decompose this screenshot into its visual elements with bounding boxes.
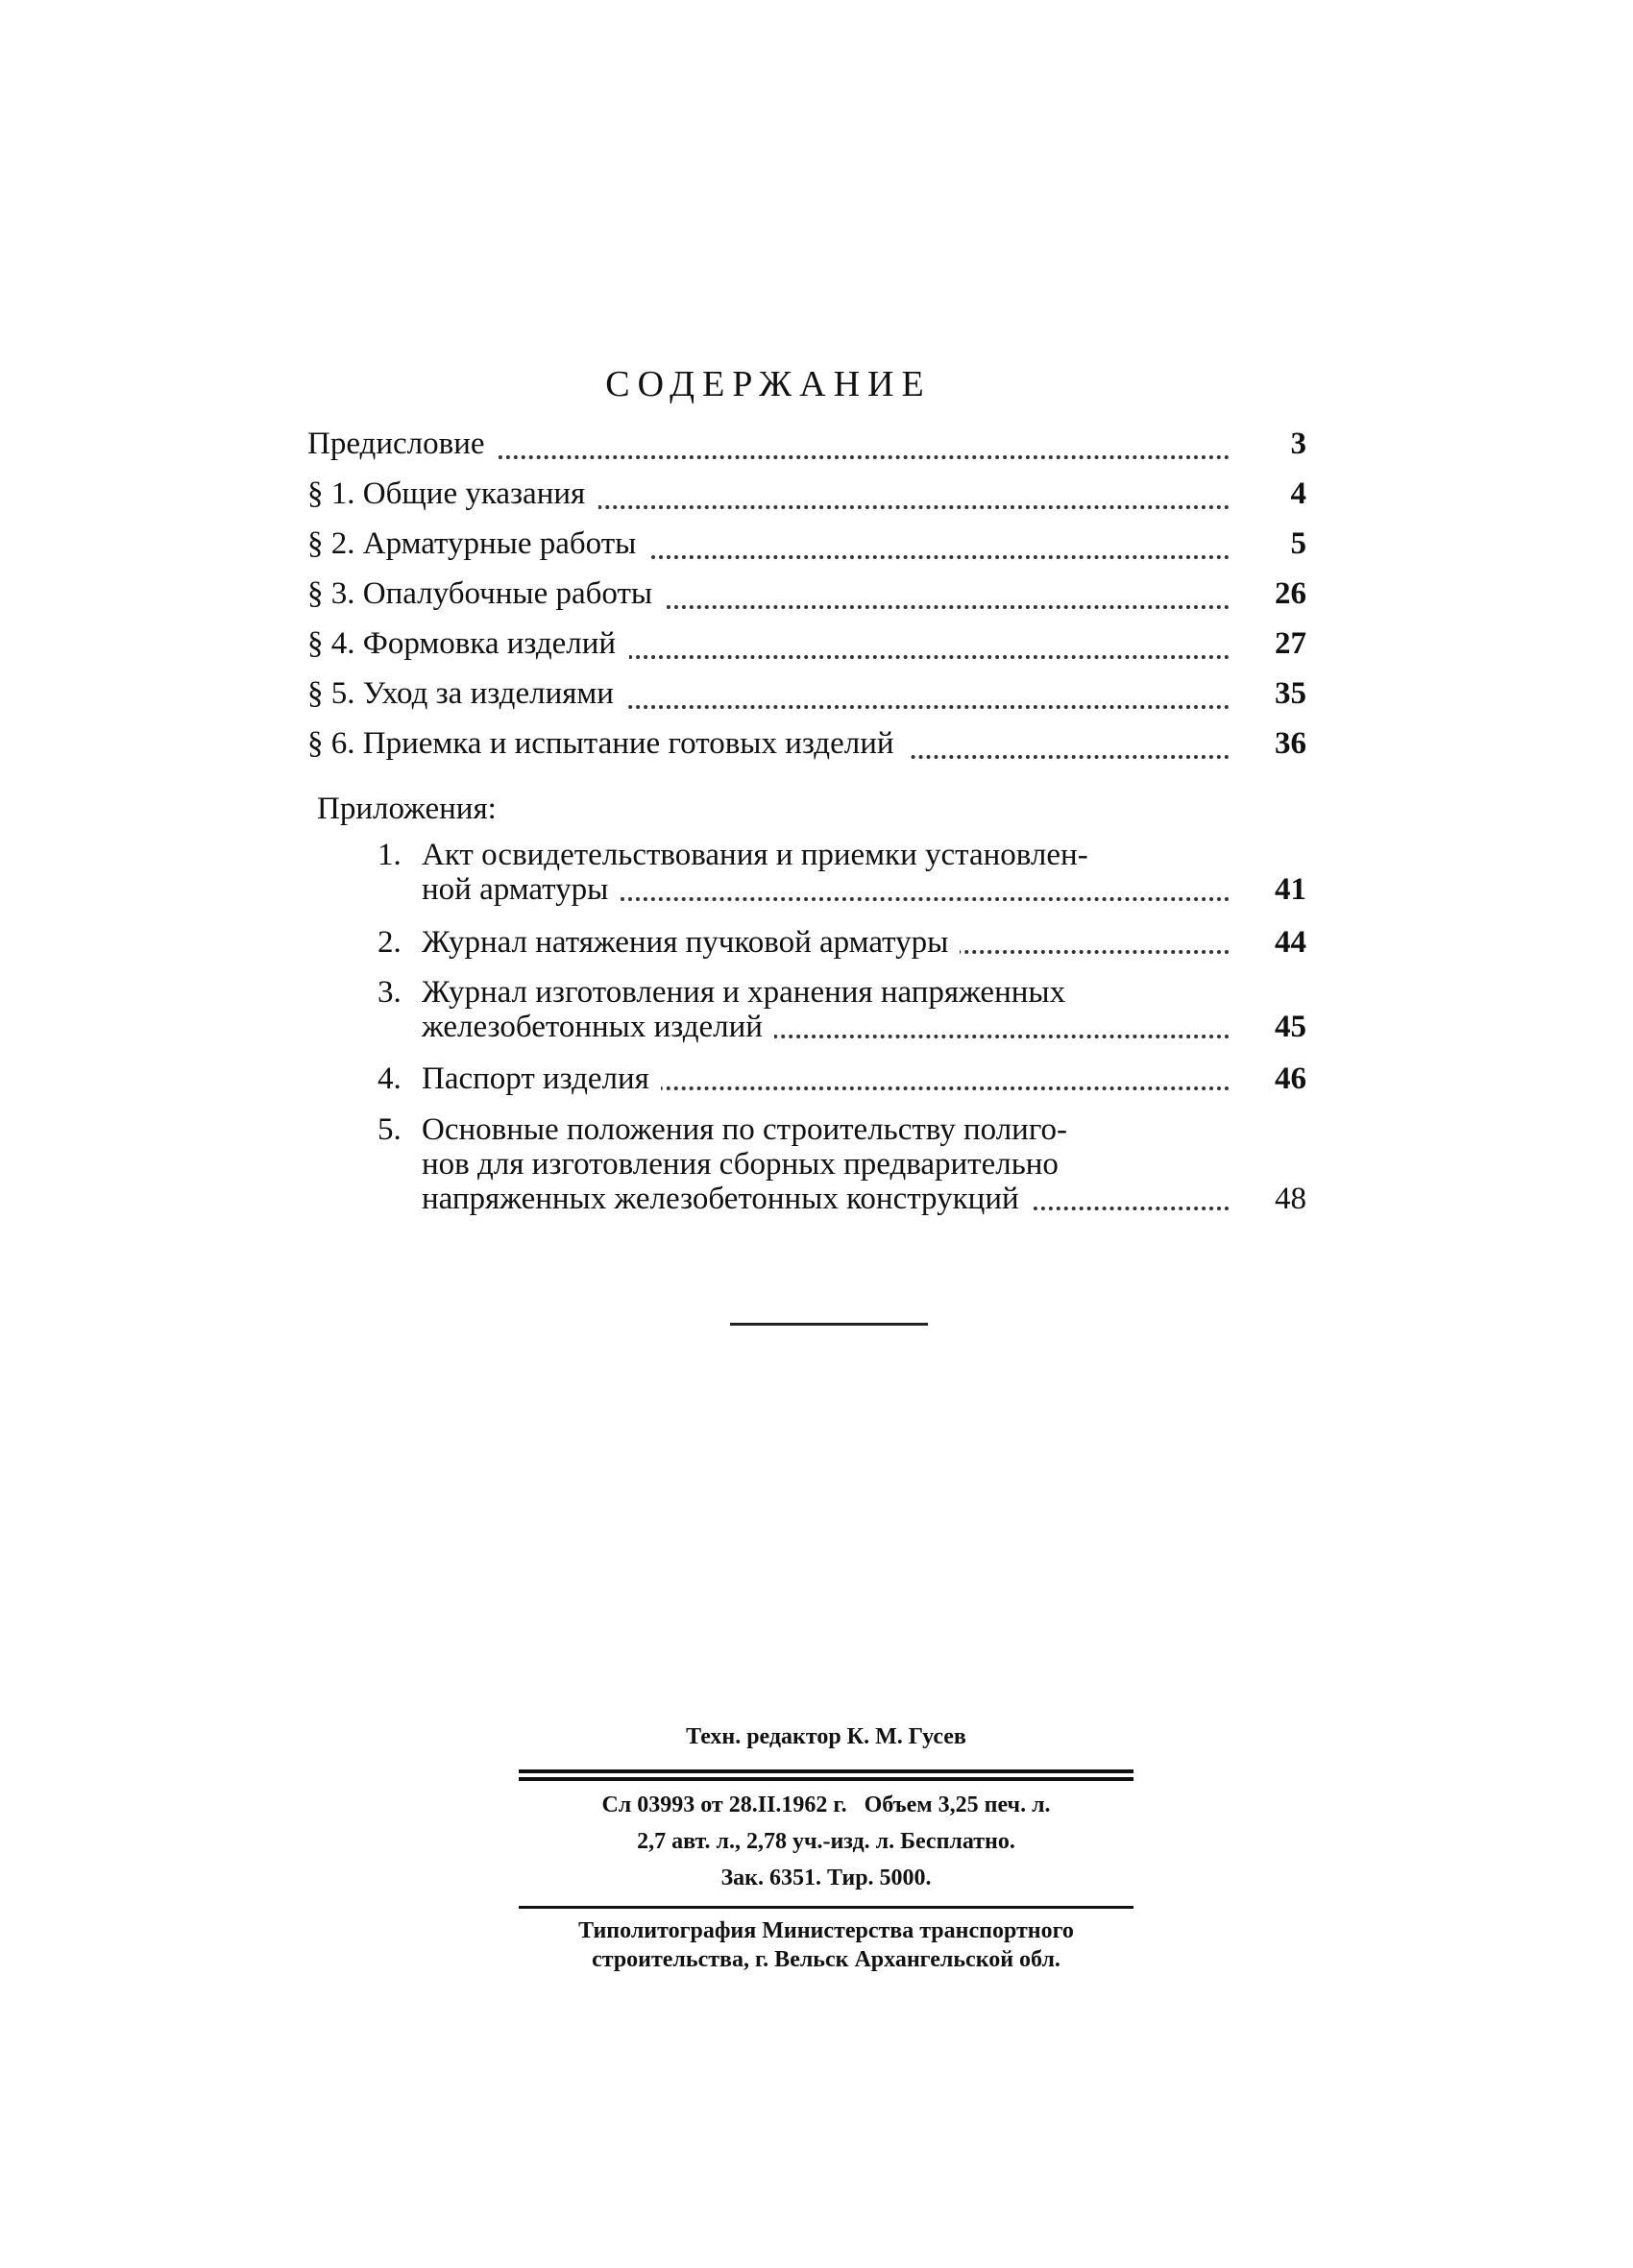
- appendix-entry-lastline: [422, 925, 1230, 960]
- appendix-entry-line: Акт освидетельствования и приемки установлен-: [422, 838, 1088, 872]
- toc-entry-label: § 6. Приемка и испытание готовых изделий: [307, 722, 908, 765]
- appendix-entry-text: [422, 1112, 1230, 1216]
- appendix-entry-text: [422, 975, 1230, 1044]
- toc-entry-label: § 1. Общие указания: [307, 473, 598, 515]
- toc-entry-page: 36: [1275, 726, 1306, 761]
- imprint-pub-line: Зак. 6351. Тир. 5000.: [720, 1866, 932, 1890]
- toc-entry-label: § 5. Уход за изделиями: [307, 672, 627, 715]
- appendix-entry-number: 5.: [378, 1112, 402, 1147]
- appendix-entry-lastline: [422, 1182, 1230, 1216]
- toc-entry-label: § 3. Опалубочные работы: [307, 573, 666, 615]
- imprint-publication-info: [519, 1787, 1133, 1896]
- toc-entry-label: § 2. Арматурные работы: [307, 523, 649, 565]
- imprint-block: [519, 1718, 1133, 1974]
- imprint-editor: Техн. редактор К. М. Гусев: [686, 1724, 966, 1749]
- appendix-entry-line: Основные положения по строительству полиго-: [422, 1112, 1068, 1147]
- toc-entry: [307, 672, 1306, 715]
- toc-entry-page: 4: [1290, 476, 1306, 511]
- appendix-entry-page: 45: [1275, 1010, 1306, 1044]
- appendix-entry-lastline: [422, 1061, 1230, 1096]
- single-rule: [519, 1906, 1133, 1909]
- appendix-entry-number: 1.: [378, 838, 402, 872]
- appendix-entry-line: железобетонных изделий: [422, 1010, 774, 1044]
- imprint-printer: [519, 1916, 1133, 1974]
- toc-entry: [307, 573, 1306, 615]
- appendix-entry-lastline: [422, 1010, 1230, 1044]
- imprint-pub-line: Сл 03993 от 28.II.1962 г. Объем 3,25 печ. л.: [601, 1792, 1051, 1817]
- toc-entry: [307, 423, 1306, 465]
- section-separator: [730, 1323, 928, 1326]
- appendix-entry-line: нов для изготовления сборных предварительно: [422, 1147, 1059, 1182]
- toc-entry-page: 27: [1275, 626, 1306, 661]
- toc-entry-page: 3: [1290, 427, 1306, 461]
- appendix-entry: [378, 925, 1306, 963]
- appendix-entry-text: [422, 838, 1230, 907]
- appendix-entry-number: 3.: [378, 975, 402, 1010]
- toc-entry: [307, 622, 1306, 665]
- toc-entry-label: § 4. Формовка изделий: [307, 622, 629, 665]
- appendix-entry-number: 2.: [378, 925, 402, 960]
- appendix-entry-page: 48: [1275, 1182, 1306, 1216]
- appendix-entry-line: Журнал изготовления и хранения напряженных: [422, 975, 1066, 1010]
- appendix-heading: Приложения:: [317, 792, 497, 826]
- toc-entry: [307, 473, 1306, 515]
- appendix-entry: [378, 975, 1306, 1048]
- toc-entry-page: 35: [1275, 676, 1306, 711]
- imprint-printer-line: строительства, г. Вельск Архангельской обл.: [592, 1947, 1060, 1972]
- toc-entry: [307, 722, 1306, 765]
- toc-entry-page: 5: [1290, 526, 1306, 561]
- appendix-entry-number: 4.: [378, 1061, 402, 1096]
- appendix-entry-page: 46: [1275, 1061, 1306, 1096]
- appendix-entry-line: Журнал натяжения пучковой арматуры: [422, 925, 960, 960]
- appendix-entry-page: 44: [1275, 925, 1306, 960]
- double-rule: [519, 1769, 1133, 1781]
- appendix-entry-line: Паспорт изделия: [422, 1061, 661, 1096]
- appendix-entry-line: напряженных железобетонных конструкций: [422, 1182, 1031, 1216]
- imprint-pub-line: 2,7 авт. л., 2,78 уч.-изд. л. Бесплатно.: [637, 1829, 1015, 1854]
- appendix-entry: [378, 1112, 1306, 1220]
- appendix-entry-text: [422, 1061, 1230, 1096]
- appendix-entry: [378, 838, 1306, 911]
- appendix-entry-page: 41: [1275, 872, 1306, 907]
- toc-entry-page: 26: [1275, 576, 1306, 611]
- appendix-entry-text: [422, 925, 1230, 960]
- appendix-entry-line: ной арматуры: [422, 872, 620, 907]
- appendix-entry-lastline: [422, 872, 1230, 907]
- toc-entry: [307, 523, 1306, 565]
- appendix-entry: [378, 1061, 1306, 1100]
- toc-title: СОДЕРЖАНИЕ: [605, 364, 932, 404]
- imprint-printer-line: Типолитография Министерства транспортного: [578, 1918, 1074, 1943]
- toc-entry-label: Предисловие: [307, 423, 499, 465]
